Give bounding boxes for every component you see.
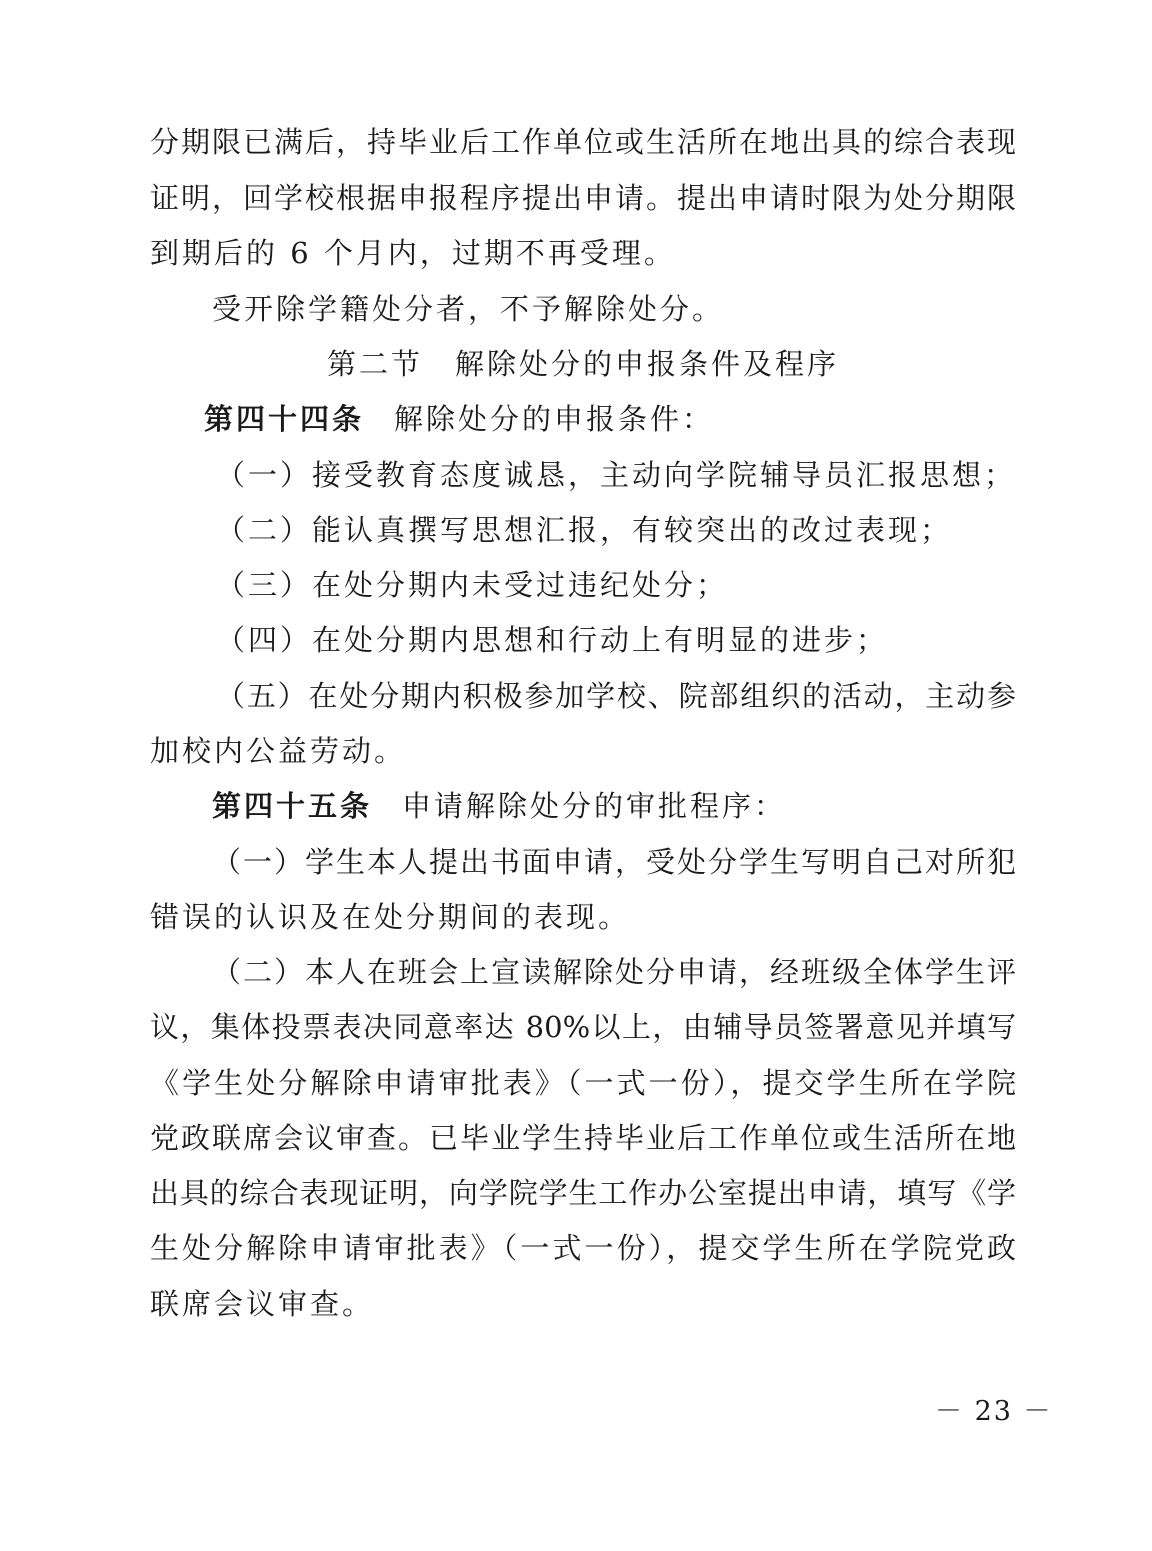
paragraph-line: （一）学生本人提出书面申请，受处分学生写明自己对所犯 [212, 845, 1016, 879]
paragraph-line: 到期后的 6 个月内，过期不再受理。 [150, 236, 676, 270]
paragraph-line: 生处分解除申请审批表》（一式一份），提交学生所在学院党政 [150, 1231, 1016, 1265]
article-45-heading [212, 786, 1016, 826]
paragraph-line: 分期限已满后，持毕业后工作单位或生活所在地出具的综合表现 [150, 125, 1016, 159]
paragraph-line: 证明，回学校根据申报程序提出申请。提出申请时限为处分期限 [150, 181, 1016, 215]
paragraph-line: （二）本人在班会上宣读解除处分申请，经班级全体学生评 [212, 955, 1016, 989]
list-item-continuation: 加校内公益劳动。 [150, 734, 407, 768]
list-item: （四）在处分期内思想和行动上有明显的进步； [216, 623, 889, 657]
article-45-label: 第四十五条 [212, 789, 373, 823]
list-item: （五）在处分期内积极参加学校、院部组织的活动，主动参 [216, 679, 1016, 713]
article-45-title: 申请解除处分的审批程序： [402, 789, 787, 823]
list-item: （二）能认真撰写思想汇报，有较突出的改过表现； [216, 513, 953, 547]
list-item: （三）在处分期内未受过违纪处分； [216, 568, 729, 602]
paragraph-line: 联席会议审查。 [150, 1287, 375, 1321]
paragraph-line: 受开除学籍处分者，不予解除处分。 [212, 292, 725, 326]
paragraph-line: 《学生处分解除申请审批表》（一式一份），提交学生所在学院 [150, 1066, 1016, 1100]
article-44-label: 第四十四条 [204, 402, 365, 436]
paragraph-line: 议，集体投票表决同意率达 80%以上，由辅导员签署意见并填写 [150, 1010, 1016, 1044]
article-44-title: 解除处分的申报条件： [394, 402, 715, 436]
paragraph-line: 出具的综合表现证明，向学院学生工作办公室提出申请，填写《学 [150, 1176, 1016, 1210]
section-heading: 第二节 解除处分的申报条件及程序 [326, 347, 839, 381]
paragraph-line: 党政联席会议审查。已毕业学生持毕业后工作单位或生活所在地 [150, 1121, 1016, 1155]
page-number: － 23 － [935, 1396, 1053, 1427]
article-44-heading [204, 399, 1008, 439]
paragraph-line: 错误的认识及在处分期间的表现。 [150, 900, 631, 934]
list-item: （一）接受教育态度诚恳，主动向学院辅导员汇报思想； [216, 458, 1017, 492]
